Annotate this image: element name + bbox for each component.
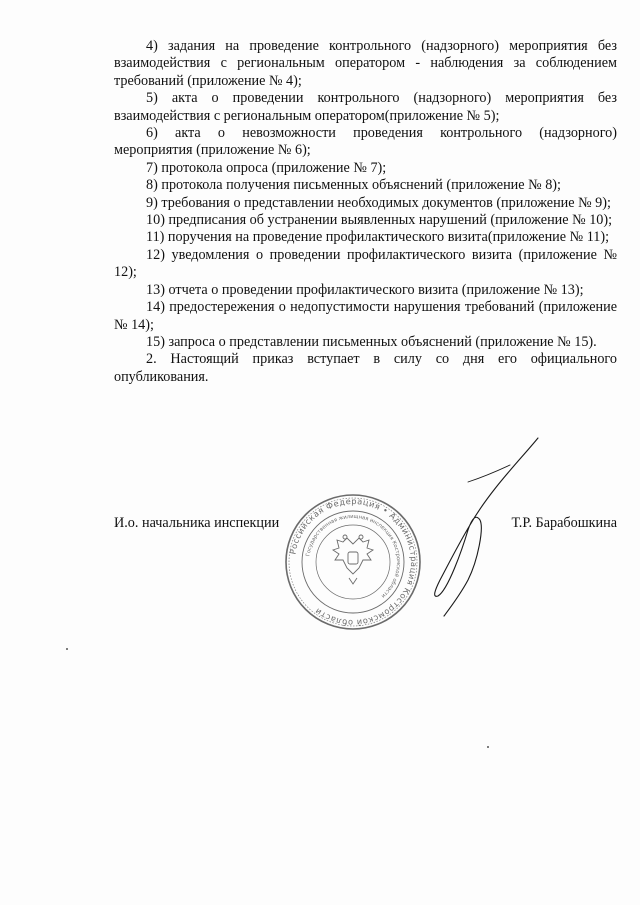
list-item: 10) предписания об устранении выявленных нарушений (приложение № 10); bbox=[146, 212, 613, 229]
list-item: 11) поручения на проведение профилактического визита(приложение № 11); bbox=[146, 229, 610, 246]
list-item: 13) отчета о проведении профилактического визита (приложение № 13); bbox=[146, 281, 584, 298]
document-body bbox=[114, 38, 617, 386]
list-item: 9) требования о представлении необходимых документов (приложение № 9); bbox=[146, 194, 611, 211]
order-clause: 2. Настоящий приказ вступает в силу со дня его официального опубликования. bbox=[114, 351, 617, 385]
official-stamp bbox=[283, 492, 423, 632]
list-item: 14) предостережения о недопустимости нарушения требований (приложение № 14); bbox=[114, 299, 617, 333]
list-item: 8) протокола получения письменных объяснений (приложение № 8); bbox=[146, 177, 561, 194]
stamp-outer-text: Российская Федерация • Администрация Костромской области bbox=[287, 495, 420, 629]
list-item: 6) акта о невозможности проведения контрольного (надзорного) мероприятия (приложение № 6); bbox=[114, 125, 617, 159]
scan-speck bbox=[487, 746, 489, 748]
list-item: 4) задания на проведение контрольного (надзорного) мероприятия без взаимодействия с региональным оператором - наблюдения за соблюдением требований (приложение № 4); bbox=[114, 38, 617, 89]
signatory-name: Т.Р. Барабошкина bbox=[511, 515, 617, 531]
eagle-emblem-icon bbox=[333, 535, 373, 584]
scan-speck bbox=[66, 648, 68, 650]
svg-text:Государственная жилищная инспе bbox=[305, 514, 401, 599]
stamp-inner-text: Государственная жилищная инспекция Костромской области bbox=[305, 513, 402, 599]
list-item: 15) запроса о представлении письменных объяснений (приложение № 15). bbox=[146, 333, 597, 350]
signatory-position: И.о. начальника инспекции bbox=[114, 515, 280, 531]
list-item: 7) протокола опроса (приложение № 7); bbox=[146, 159, 387, 176]
list-item: 5) акта о проведении контрольного (надзорного) мероприятия без взаимодействия с региональным оператором(приложение № 5); bbox=[114, 90, 617, 124]
list-item: 12) уведомления о проведении профилактического визита (приложение № 12); bbox=[114, 246, 617, 281]
